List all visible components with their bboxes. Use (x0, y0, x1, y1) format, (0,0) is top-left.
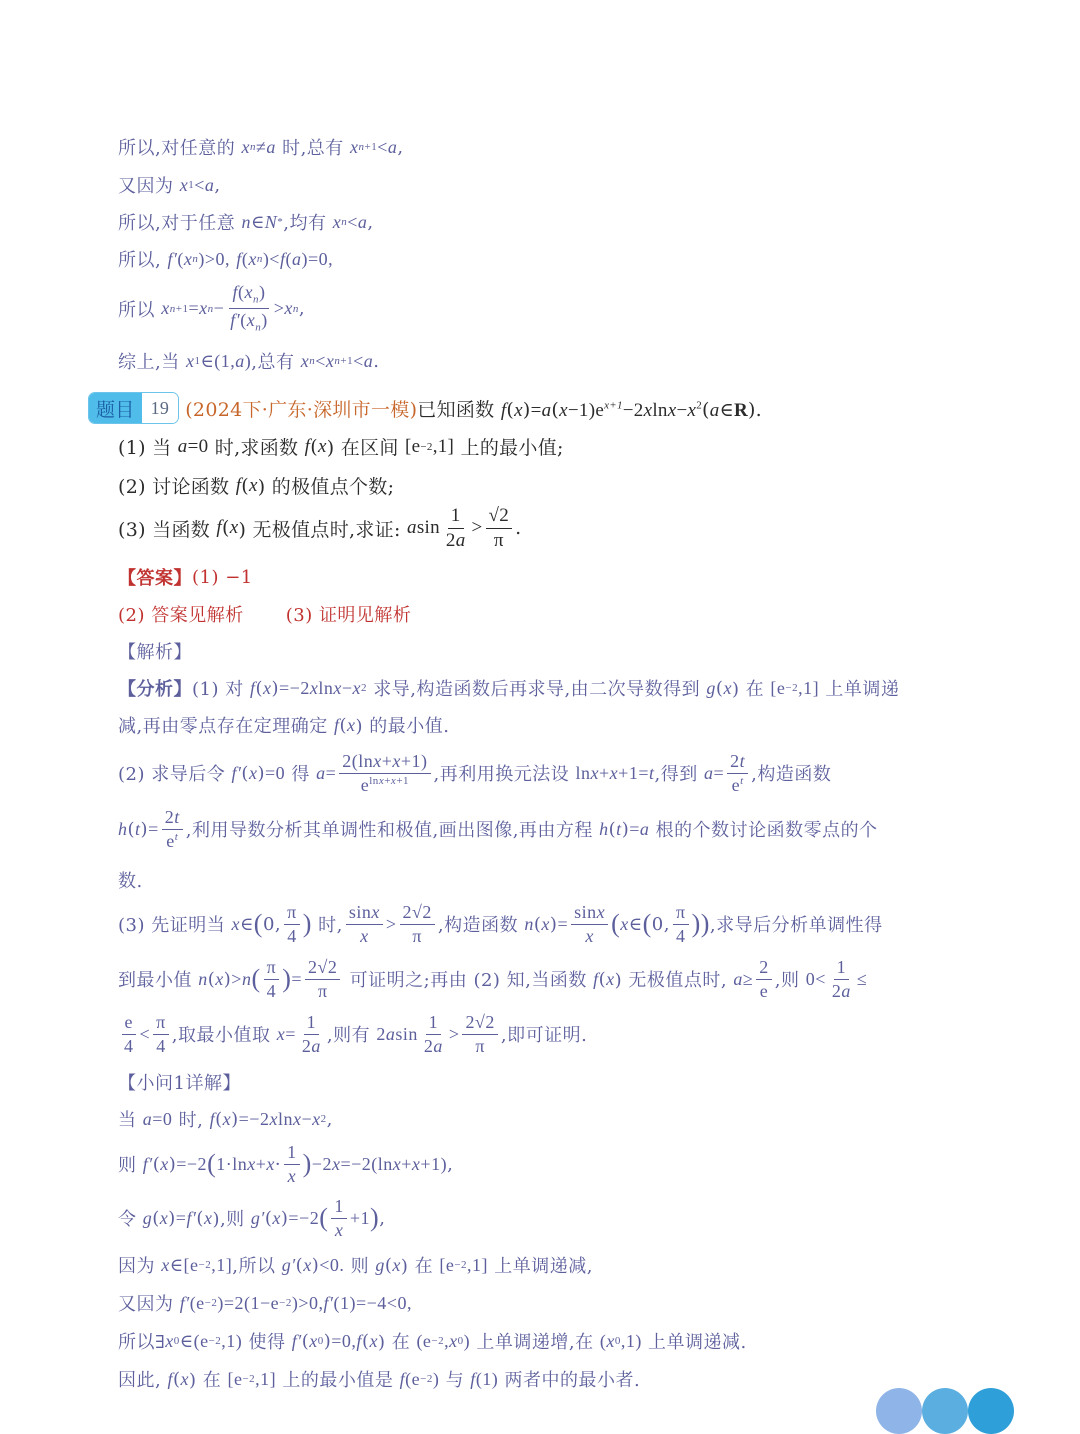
analysis-p2-line1: (2) 求导后令 f′ ( x ) =0 得 a = $\frac{2(\ln x+x+1)}{e^{lnx+x+1}}$ ,再利用换元法设 ln x + x +1= t ,得到 a = $\frac{2t}{e^t}$ ,构造函数 (118, 751, 832, 795)
problem-badge-label: 题目 (89, 393, 142, 423)
analysis-p2-line3: 数. (118, 871, 143, 892)
analysis-p1-line1: 【分析】 (1) 对 f ( x ) =−2 x ln x − x 2 求导,构造函数后再求导,由二次导数得到 g ( x ) 在 [e −2 ,1] 上单调递 (118, 675, 899, 701)
answer-part-2: (2) 答案见解析 (118, 605, 244, 626)
analysis-p3-line1: (3) 先证明当 x ∈ ( 0, $\frac{\pi}{4}$ ) 时, $\frac{\sin x}{x}$ > $\frac{2√2}{\pi}$ ,构造函数 n ( x ) = $\frac{\sin x}{x}$ ( x ∈ ( 0, $\frac{\pi}{4}$ )) ,求导后分析单调性得 (118, 902, 883, 946)
problem-badge-number: 19 (142, 393, 179, 423)
analysis-p3-line2: 到最小值 n ( x ) > n ( $\frac{\pi}{4}$ ) = $\frac{2√2}{\pi}$ 可证明之;再由 (2) 知,当函数 f ( x ) 无极值点时, a ≥ $\frac{2}{e}$ ,则 0< $\frac{1}{2a}$ ≤ (118, 957, 868, 1001)
problem-part-1: (1) 当 a =0 时,求函数 f ( x ) 在区间 [e −2 ,1] 上的最小值; (118, 435, 564, 459)
analysis-p3-line3: $\frac{e}{4}$ < $\frac{\pi}{4}$ ,取最小值取 x = $\frac{1}{2a}$ ,则有 2 a sin $\frac{1}{2a}$ > $\frac{2√2}{\pi}$ ,即可证明. (118, 1013, 587, 1056)
continuation-line-6: 综上,当 x 1 ∈(1, a ) ,总有 x n < x n +1 < a . (118, 350, 380, 373)
answer-part-3: (3) 证明见解析 (285, 605, 412, 626)
problem-heading (88, 392, 762, 424)
problem-badge (88, 392, 179, 424)
analysis-p2-line2: h ( t ) = $\frac{2t}{e^t}$ ,利用导数分析其单调性和极值,画出图像,再由方程 h ( t ) = a 根的个数讨论函数零点的个 (118, 807, 878, 851)
detail-line-2: 则 f′ ( x ) =−2 ( 1·ln x + x · $\frac{1}{x}$ ) −2 x =−2(ln x + x +1) , (118, 1142, 454, 1186)
answer-label: 【答案】 (118, 568, 192, 589)
problem-part-2: (2) 讨论函数 f ( x ) 的极值点个数; (118, 474, 395, 498)
detail-line-1: 当 a =0 时, f ( x ) =−2 x ln x − x 2 , (118, 1108, 333, 1131)
analysis-p1-line2: 减,再由零点存在定理确定 f ( x ) 的最小值. (118, 714, 450, 737)
problem-part-3: (3) 当函数 f ( x ) 无极值点时,求证: a sin $\frac{1}{2a}$ > $\frac{√2}{\pi}$ . (118, 505, 522, 551)
problem-source: (2024下·广东·深圳市一模) (185, 398, 418, 421)
continuation-line-1: 所以,对任意的 x n ≠ a 时,总有 x n +1 < a , (118, 136, 404, 159)
detail-line-7: 因此, f ( x ) 在 [e −2 ,1] 上的最小值是 f (e −2 ) 与 f (1) 两者中的最小者. (118, 1368, 641, 1391)
continuation-line-5: 所以 x n +1 = x n − $\frac{f(x_n)}{f'(x_n)}$ > x n , (118, 282, 306, 334)
continuation-line-4: 所以, f′ ( x n )>0, f ( x n )< f ( a )=0, (118, 248, 334, 271)
detail-label: 【小问1详解】 (118, 1073, 241, 1094)
detail-line-6: 所以∃ x 0 ∈(e −2 ,1) 使得 f′ ( x 0 ) =0, f ( x ) 在 (e −2 , x 0 ) 上单调递增,在 ( x 0 ,1) 上单调递减. (118, 1330, 747, 1353)
answer-line-2 (118, 601, 411, 627)
answer-line-1 (118, 564, 253, 590)
analysis-label: 【分析】 (118, 679, 192, 700)
detail-line-5: 又因为 f′ (e −2 )=2(1−e −2 )>0, f′ (1)=−4<0, (118, 1292, 412, 1315)
detail-line-4: 因为 x ∈[e −2 ,1] ,所以 g′ ( x ) <0. 则 g ( x ) 在 [e −2 ,1] 上单调递减, (118, 1254, 593, 1277)
detail-line-3: 令 g ( x ) = f′ ( x ),则 g′ ( x ) =−2 ( $\frac{1}{x}$ +1 ) , (118, 1196, 386, 1240)
solution-header: 【解析】 (118, 642, 192, 663)
continuation-line-3: 所以,对于任意 n ∈ N * ,均有 x n < a , (118, 211, 374, 234)
answer-part-1: (1) −1 (192, 566, 253, 588)
continuation-line-2: 又因为 x 1 < a , (118, 174, 221, 197)
problem-statement: 已知函数 $f(x)=a(x-1)e^{x+1}-2xlnx-x^2(a\in R)$. (417, 398, 763, 421)
